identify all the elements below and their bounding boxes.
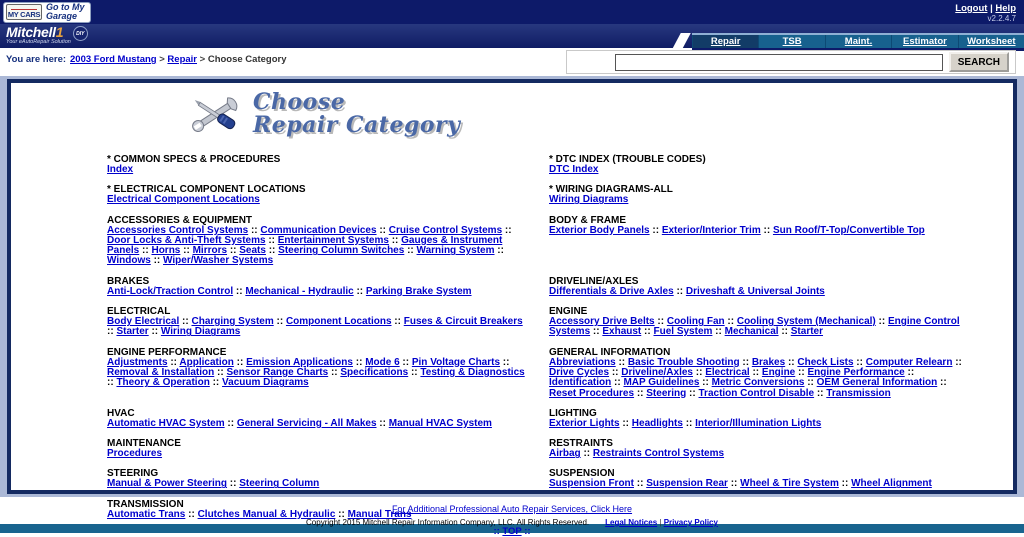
category-link[interactable]: Gauges & Instrument Panels xyxy=(107,234,503,257)
link-separator: :: xyxy=(712,326,725,338)
tab-maint[interactable]: Maint. xyxy=(825,35,891,48)
top-link[interactable]: TOP xyxy=(502,526,522,537)
category-link[interactable]: Manual HVAC System xyxy=(388,417,492,429)
category-link[interactable]: Fuses & Circuit Breakers xyxy=(403,316,523,328)
category-heading: * DTC INDEX (TROUBLE CODES) xyxy=(549,154,706,165)
category-link[interactable]: Airbag xyxy=(549,448,581,460)
link-separator: :: xyxy=(814,387,827,399)
category-links xyxy=(549,419,973,429)
category-cell-right xyxy=(549,438,991,468)
logout-link[interactable]: Logout xyxy=(955,3,988,14)
category-link[interactable]: Clutches Manual & Hydraulic xyxy=(197,508,336,520)
help-link[interactable]: Help xyxy=(995,3,1016,14)
category-links xyxy=(549,358,973,399)
tab-repair[interactable]: Repair xyxy=(692,35,758,48)
category-heading: ACCESSORIES & EQUIPMENT xyxy=(107,214,253,226)
link-separator: :: xyxy=(778,326,791,338)
category-link[interactable]: Communication Devices xyxy=(260,224,377,236)
link-separator: :: xyxy=(692,366,706,378)
category-link[interactable]: Steering Column Switches xyxy=(278,245,405,257)
category-link[interactable]: Wheel Alignment xyxy=(851,478,932,490)
breadcrumb-items xyxy=(70,54,286,65)
category-cell-left xyxy=(107,438,549,468)
category-heading: RESTRAINTS xyxy=(549,438,613,450)
copyright-text: Copyright 2015 Mitchell Repair Information Company, LLC. All Rights Reserved. xyxy=(306,518,590,527)
category-cell-right xyxy=(549,408,991,438)
search-button[interactable]: SEARCH xyxy=(949,52,1009,72)
category-link[interactable]: Warning System xyxy=(416,245,495,257)
link-separator: :: xyxy=(273,316,286,328)
link-separator: :: xyxy=(654,316,667,328)
category-link[interactable]: Wheel & Tire System xyxy=(740,478,839,490)
link-separator: :: xyxy=(785,356,798,368)
category-cell-right xyxy=(549,276,991,306)
link-separator: :: xyxy=(952,356,962,368)
link-separator: :: xyxy=(749,366,762,378)
category-row xyxy=(107,276,991,306)
brand-name: Mitchell1 xyxy=(6,24,64,40)
link-separator: :: xyxy=(107,377,117,389)
category-cell-left xyxy=(107,408,549,438)
category-link[interactable]: Automatic Trans xyxy=(107,508,186,520)
top-bar xyxy=(0,0,1024,24)
link-separator: :: xyxy=(150,255,164,267)
breadcrumb-item[interactable]: 2003 Ford Mustang xyxy=(70,54,157,65)
category-links xyxy=(107,226,531,267)
license-plate-icon xyxy=(6,4,42,20)
link-separator: :: xyxy=(641,326,654,338)
category-links xyxy=(107,479,531,489)
link-separator: :: xyxy=(224,417,237,429)
category-heading: BODY & FRAME xyxy=(549,214,627,226)
category-link[interactable]: Traction Control Disable xyxy=(698,387,815,399)
category-table-body xyxy=(107,154,991,529)
link-separator: :: xyxy=(376,417,389,429)
category-links xyxy=(107,195,531,205)
mitchell1-logo xyxy=(6,25,88,45)
category-links xyxy=(107,419,531,429)
go-to-my-garage-button[interactable] xyxy=(3,2,91,23)
category-heading: STEERING xyxy=(107,468,159,480)
category-cell-left xyxy=(107,468,549,498)
link-separator: :: xyxy=(682,417,696,429)
category-link[interactable]: Exhaust xyxy=(602,326,642,338)
category-link[interactable]: Metric Conversions xyxy=(711,377,805,389)
page-title-line1: Choose xyxy=(253,89,346,115)
link-separator: :: xyxy=(580,448,593,460)
diy-badge-icon: DIY xyxy=(73,26,88,41)
category-heading: * ELECTRICAL COMPONENT LOCATIONS xyxy=(107,184,306,196)
category-link[interactable]: Drive Cycles xyxy=(549,366,610,378)
link-separator: :: xyxy=(352,356,366,368)
link-separator: :: xyxy=(233,285,246,297)
brand-tagline: Your eAutoRepair Solution xyxy=(6,39,71,45)
link-separator: :: xyxy=(494,245,504,257)
category-link[interactable]: Interior/Illumination Lights xyxy=(695,417,822,429)
link-separator: :: xyxy=(227,478,240,490)
logo-bar xyxy=(0,24,1024,48)
link-separator: :: xyxy=(634,478,647,490)
tab-worksheet[interactable]: Worksheet xyxy=(958,35,1024,48)
category-link[interactable]: Index xyxy=(107,164,134,175)
category-link[interactable]: Mechanical - Hydraulic xyxy=(245,285,354,297)
category-link[interactable]: Abbreviations xyxy=(549,356,616,368)
category-link[interactable]: Sensor Range Charts xyxy=(226,366,329,378)
category-links xyxy=(549,287,973,297)
category-link[interactable]: Cooling System (Mechanical) xyxy=(736,316,876,328)
category-link[interactable]: Seats xyxy=(239,245,266,257)
category-cell-left xyxy=(107,306,549,347)
breadcrumb-band xyxy=(0,48,1024,76)
category-cell-left xyxy=(107,215,549,276)
category-cell-left xyxy=(107,276,549,306)
category-link[interactable]: Pin Voltage Charts xyxy=(411,356,501,368)
link-separator: :: xyxy=(227,245,240,257)
category-link[interactable]: Cruise Control Systems xyxy=(388,224,503,236)
category-links xyxy=(549,165,973,175)
tab-bar xyxy=(692,33,1024,51)
category-link[interactable]: Electrical Component Locations xyxy=(107,194,260,206)
category-cell-right xyxy=(549,184,991,214)
category-links xyxy=(107,358,531,389)
category-heading: ENGINE PERFORMANCE xyxy=(107,346,227,358)
category-link[interactable]: Steering Column xyxy=(239,478,320,490)
session-links xyxy=(955,4,1016,23)
legal-notices-link[interactable]: Legal Notices xyxy=(605,518,658,527)
top-link-line: :: TOP :: xyxy=(493,526,531,537)
link-separator: :: xyxy=(376,224,389,236)
link-separator: :: xyxy=(739,356,752,368)
category-link[interactable]: Cooling Fan xyxy=(666,316,725,328)
category-link[interactable]: Suspension Front xyxy=(549,478,634,490)
category-link[interactable]: Application xyxy=(179,356,234,368)
link-separator: :: xyxy=(937,377,947,389)
link-separator: :: xyxy=(838,478,852,490)
breadcrumb-separator: > xyxy=(197,54,208,65)
category-links xyxy=(549,479,973,489)
garage-button-label: Go to My Garage xyxy=(46,1,85,21)
category-link[interactable]: Restraints Control Systems xyxy=(592,448,725,460)
category-link[interactable]: Suspension Rear xyxy=(646,478,728,490)
category-link[interactable]: Mode 6 xyxy=(365,356,400,368)
category-link[interactable]: Theory & Operation xyxy=(116,377,210,389)
category-links xyxy=(549,449,973,459)
breadcrumb-item: Choose Category xyxy=(207,54,287,65)
link-separator: :: xyxy=(590,326,603,338)
link-separator: :: xyxy=(399,356,412,368)
category-link[interactable]: Check Lists xyxy=(797,356,854,368)
category-cell-left xyxy=(107,154,549,184)
link-separator: :: xyxy=(724,316,737,328)
category-link[interactable]: Door Locks & Anti-Theft Systems xyxy=(107,234,266,246)
category-links xyxy=(107,287,531,297)
category-link[interactable]: Vacuum Diagrams xyxy=(222,377,309,389)
category-link[interactable]: MAP Guidelines xyxy=(623,377,700,389)
category-link[interactable]: Reset Procedures xyxy=(549,387,635,399)
category-link[interactable]: Headlights xyxy=(631,417,683,429)
session-links-divider: | xyxy=(990,3,993,14)
category-link[interactable]: Differentials & Drive Axles xyxy=(549,285,674,297)
link-separator: :: xyxy=(699,377,712,389)
link-separator: :: xyxy=(634,387,647,399)
crossed-tools-icon xyxy=(187,90,245,140)
category-heading: HVAC xyxy=(107,407,135,419)
category-link[interactable]: Brakes xyxy=(751,356,786,368)
link-separator: :: xyxy=(233,356,247,368)
category-link[interactable]: Manual Trans xyxy=(347,508,412,520)
category-link[interactable]: Accessories Control Systems xyxy=(107,224,249,236)
page-title-block xyxy=(187,90,1013,142)
category-link[interactable]: Starter xyxy=(116,326,149,338)
category-heading: TRANSMISSION xyxy=(107,498,184,510)
category-link[interactable]: OEM General Information xyxy=(816,377,938,389)
search-panel xyxy=(566,50,1016,74)
category-link[interactable]: DTC Index xyxy=(549,164,599,175)
category-link[interactable]: Anti-Lock/Traction Control xyxy=(107,285,234,297)
category-link[interactable]: Emission Applications xyxy=(246,356,353,368)
category-link[interactable]: General Servicing - All Makes xyxy=(236,417,377,429)
category-link[interactable]: Fuel System xyxy=(653,326,713,338)
category-link[interactable]: Wiring Diagrams xyxy=(549,194,629,206)
link-separator: :: xyxy=(185,508,198,520)
category-link[interactable]: Driveshaft & Universal Joints xyxy=(685,285,825,297)
category-link[interactable]: Specifications xyxy=(340,366,409,378)
link-separator: :: xyxy=(167,356,180,368)
link-separator: :: xyxy=(875,316,888,328)
category-heading: * COMMON SPECS & PROCEDURES xyxy=(107,154,281,165)
category-link[interactable]: Parking Brake System xyxy=(365,285,472,297)
page-title-line2: Repair Category xyxy=(253,112,461,138)
category-link[interactable]: Automatic HVAC System xyxy=(107,417,225,429)
category-link[interactable]: Driveline/Axles xyxy=(621,366,693,378)
category-cell-right xyxy=(549,347,991,408)
category-heading: ENGINE xyxy=(549,306,588,318)
category-link[interactable]: Procedures xyxy=(107,448,163,460)
category-link[interactable]: Windows xyxy=(107,255,151,267)
link-separator: :: xyxy=(248,224,261,236)
category-cell-right xyxy=(549,154,991,184)
category-link[interactable]: Engine Performance xyxy=(807,366,905,378)
link-separator: :: xyxy=(335,508,348,520)
category-row xyxy=(107,306,991,347)
category-row xyxy=(107,468,991,498)
category-link[interactable]: Adjustments xyxy=(107,356,168,368)
category-link[interactable]: Steering xyxy=(646,387,687,399)
category-row xyxy=(107,215,991,276)
category-table xyxy=(107,154,991,529)
category-link[interactable]: Exterior/Interior Trim xyxy=(661,224,761,236)
category-heading: ELECTRICAL xyxy=(107,306,171,318)
category-links xyxy=(549,317,973,338)
link-separator: :: xyxy=(148,326,161,338)
category-links xyxy=(107,165,531,175)
link-separator: :: xyxy=(673,285,686,297)
version-label: v2.2.4.7 xyxy=(987,14,1016,23)
category-row xyxy=(107,408,991,438)
link-separator: :: xyxy=(388,234,402,246)
search-input[interactable] xyxy=(615,54,943,71)
link-separator: :: xyxy=(609,366,622,378)
category-cell-right xyxy=(549,306,991,347)
category-row xyxy=(107,154,991,184)
category-cell-left xyxy=(107,347,549,408)
link-separator: :: xyxy=(853,356,866,368)
category-heading: MAINTENANCE xyxy=(107,438,181,450)
link-separator: :: xyxy=(139,245,152,257)
category-row xyxy=(107,347,991,408)
category-cell-left xyxy=(107,184,549,214)
category-link[interactable]: Electrical xyxy=(705,366,750,378)
link-separator: :: xyxy=(353,285,366,297)
link-separator: :: xyxy=(615,356,628,368)
link-separator: :: xyxy=(649,224,662,236)
link-separator: :: xyxy=(209,377,223,389)
link-separator: :: xyxy=(107,326,117,338)
category-heading: SUSPENSION xyxy=(549,468,615,480)
privacy-policy-link[interactable]: Privacy Policy xyxy=(663,518,718,527)
category-link[interactable]: Identification xyxy=(549,377,612,389)
tab-tsb[interactable]: TSB xyxy=(758,35,824,48)
category-link[interactable]: Entertainment Systems xyxy=(277,234,389,246)
category-link[interactable]: Wiper/Washer Systems xyxy=(163,255,274,267)
category-heading: * WIRING DIAGRAMS-ALL xyxy=(549,184,673,196)
category-links xyxy=(549,195,973,205)
category-link[interactable]: Mechanical xyxy=(724,326,779,338)
link-separator: :: xyxy=(795,366,808,378)
link-separator: :: xyxy=(760,224,773,236)
link-separator: :: xyxy=(408,366,421,378)
category-heading: DRIVELINE/AXLES xyxy=(549,275,639,287)
category-link[interactable]: Mirrors xyxy=(192,245,228,257)
page-title xyxy=(253,90,460,137)
breadcrumb-prefix: You are here: xyxy=(6,54,67,65)
breadcrumb-item[interactable]: Repair xyxy=(167,54,197,65)
breadcrumb-separator: > xyxy=(156,54,168,65)
category-cell-right xyxy=(549,215,991,276)
link-separator: :: xyxy=(619,417,632,429)
category-row xyxy=(107,184,991,214)
category-link[interactable]: Accessory Drive Belts xyxy=(549,316,655,328)
plate-label: MY CARS xyxy=(7,9,41,19)
category-heading: BRAKES xyxy=(107,275,150,287)
category-links xyxy=(107,317,531,338)
category-link[interactable]: Wiring Diagrams xyxy=(160,326,241,338)
tab-estimator[interactable]: Estimator xyxy=(891,35,957,48)
category-link[interactable]: Manual & Power Steering xyxy=(107,478,228,490)
link-separator: :: xyxy=(328,366,341,378)
category-link[interactable]: Basic Trouble Shooting xyxy=(627,356,740,368)
category-link[interactable]: Computer Relearn xyxy=(865,356,953,368)
category-link[interactable]: Testing & Diagnostics xyxy=(420,366,525,378)
link-separator: :: xyxy=(265,245,279,257)
category-links xyxy=(549,226,973,236)
category-links xyxy=(107,449,531,459)
link-separator: :: xyxy=(391,316,404,328)
category-row xyxy=(107,438,991,468)
category-link[interactable]: Horns xyxy=(151,245,181,257)
link-separator: :: xyxy=(179,316,192,328)
category-link[interactable]: Exterior Body Panels xyxy=(549,224,650,236)
link-separator: :: xyxy=(180,245,193,257)
category-link[interactable]: Charging System xyxy=(191,316,274,328)
link-separator: :: xyxy=(404,245,417,257)
link-separator: :: xyxy=(611,377,624,389)
category-heading: LIGHTING xyxy=(549,407,597,419)
category-link[interactable]: Sun Roof/T-Top/Convertible Top xyxy=(772,224,925,236)
category-link[interactable]: Engine xyxy=(761,366,796,378)
link-separator: :: xyxy=(804,377,817,389)
category-link[interactable]: Removal & Installation xyxy=(107,366,215,378)
category-heading: GENERAL INFORMATION xyxy=(549,346,671,358)
category-cell-right xyxy=(549,468,991,498)
link-separator: :: xyxy=(686,387,699,399)
link-separator: :: xyxy=(727,478,741,490)
link-separator: :: xyxy=(500,356,510,368)
category-link[interactable]: Starter xyxy=(790,326,824,338)
link-separator: :: xyxy=(214,366,227,378)
category-link[interactable]: Component Locations xyxy=(285,316,392,328)
category-link[interactable]: Transmission xyxy=(826,387,891,399)
category-link[interactable]: Engine Control Systems xyxy=(549,316,960,338)
link-separator: :: xyxy=(904,366,915,378)
legal-divider: | xyxy=(659,518,662,527)
link-separator: :: xyxy=(502,224,512,236)
category-link[interactable]: Body Electrical xyxy=(107,316,180,328)
category-link[interactable]: Exterior Lights xyxy=(549,417,620,429)
additional-services-link[interactable]: For Additional Professional Auto Repair Services, Click Here xyxy=(391,504,633,514)
link-separator: :: xyxy=(265,234,278,246)
